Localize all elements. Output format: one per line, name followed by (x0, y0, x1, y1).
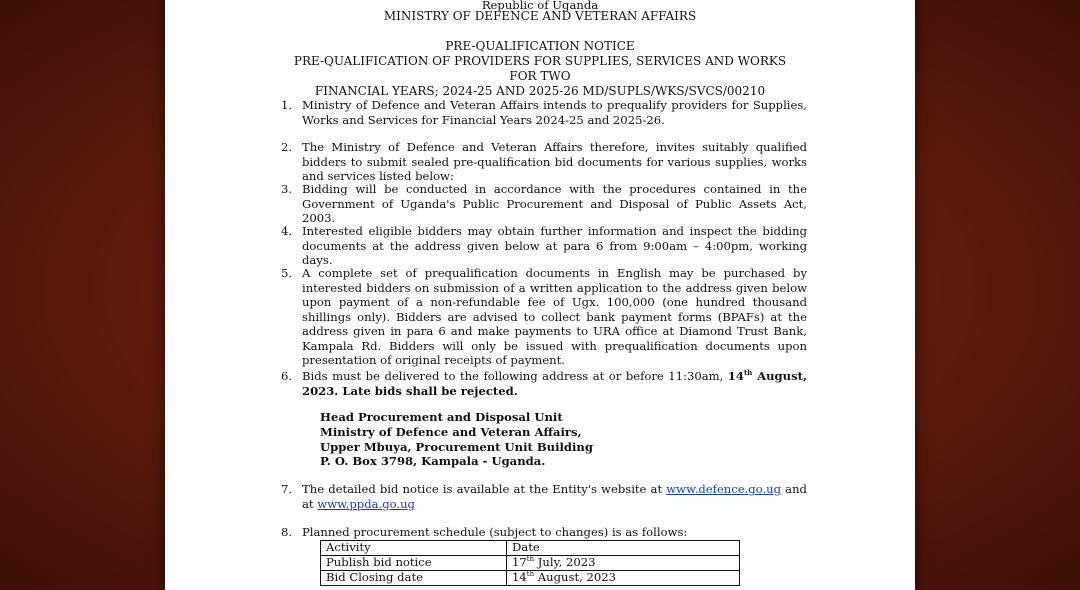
address-line: Upper Mbuya, Procurement Unit Building (320, 439, 593, 454)
date-day: 14 (512, 570, 527, 584)
date-rest: July, 2023 (534, 555, 596, 569)
date-day-suffix: th (526, 555, 535, 564)
ppda-website-link[interactable]: www.ppda.go.ug (317, 496, 415, 511)
item-number: 8. (281, 525, 293, 539)
deadline-rest: August, 2023. Late bids shall be rejected. (302, 369, 807, 398)
item-text: A complete set of prequalification documents in English may be purchased by interested bidders on submission of a written application to the address given below upon payment of a non-refundable fee of Ugx. 100,000 (one hundred thousand shillings only). Bidders are advised to collect bank payment forms (BPAFs) at the address given in para 6 and make payments to URA office at Diamond Trust Bank, Kampala Rd. Bidders will only be issued with prequalification documents upon presentation of original receipts of payment. (302, 266, 807, 367)
address-line: P. O. Box 3798, Kampala - Uganda. (320, 454, 546, 469)
notice-subtitle-line2: FINANCIAL YEARS; 2024-25 AND 2025-26 MD/SUPLS/WKS/SVCS/00210 (314, 84, 766, 98)
table-row (321, 571, 740, 586)
date-day: 17 (512, 555, 527, 569)
ministry-heading: MINISTRY OF DEFENCE AND VETERAN AFFAIRS (383, 9, 697, 23)
item-text: The Ministry of Defence and Veteran Affairs therefore, invites suitably qualified bidders to submit sealed pre-qualification bid documents for various supplies, works and services listed below: (302, 140, 807, 183)
item-number: 6. (281, 369, 293, 383)
item-number: 3. (281, 182, 293, 196)
table-header-cell: Date (507, 541, 740, 556)
date-rest: August, 2023 (534, 570, 616, 584)
delivery-address (320, 410, 593, 469)
item-text-plain: and at (302, 482, 807, 511)
republic-heading: Republic of Uganda (481, 0, 599, 12)
table-header-cell: Activity (321, 541, 507, 556)
schedule-table (320, 540, 740, 586)
item-number: 4. (281, 224, 293, 238)
item-number: 5. (281, 266, 293, 280)
defence-website-link[interactable]: www.defence.go.ug (666, 482, 782, 496)
item-number: 2. (281, 140, 293, 154)
item-text: Planned procurement schedule (subject to changes) is as follows: (302, 525, 688, 539)
table-row (321, 556, 740, 571)
item-text-plain: The detailed bid notice is available at the Entity's website at (302, 482, 667, 496)
item-text-plain: Bids must be delivered to the following address at or before 11:30am, (302, 369, 728, 383)
item-text: Bidding will be conducted in accordance with the procedures contained in the Government of Uganda's Public Procurement and Disposal of Public Assets Act, 2003. (302, 182, 807, 225)
date-day-suffix: th (526, 570, 535, 579)
table-cell-date (507, 556, 740, 571)
table-cell-date (507, 571, 740, 586)
item-text: Interested eligible bidders may obtain further information and inspect the bidding documents at the address given below at para 6 from 9:00am – 4:00pm, working days. (302, 224, 807, 267)
deadline-day: 14 (727, 369, 744, 383)
address-line: Ministry of Defence and Veteran Affairs, (320, 424, 582, 439)
document-page (165, 0, 915, 590)
item-text (302, 369, 807, 398)
address-line: Head Procurement and Disposal Unit (320, 410, 563, 424)
item-number: 7. (281, 482, 293, 496)
table-cell-activity: Bid Closing date (321, 571, 507, 586)
item-number: 1. (281, 98, 293, 112)
item-text (302, 482, 807, 511)
item-text: Ministry of Defence and Veteran Affairs intends to prequalify providers for Supplies, Works and Services for Financial Years 2024-25 and 2025-26. (302, 98, 807, 127)
notice-subtitle-line1: PRE-QUALIFICATION OF PROVIDERS FOR SUPPLIES, SERVICES AND WORKS FOR TWO (293, 54, 787, 83)
notice-title: PRE-QUALIFICATION NOTICE (445, 39, 635, 53)
notice-titles (285, 39, 795, 99)
deadline-day-suffix: th (743, 368, 753, 378)
table-header-row (321, 541, 740, 556)
table-cell-activity: Publish bid notice (321, 556, 507, 571)
